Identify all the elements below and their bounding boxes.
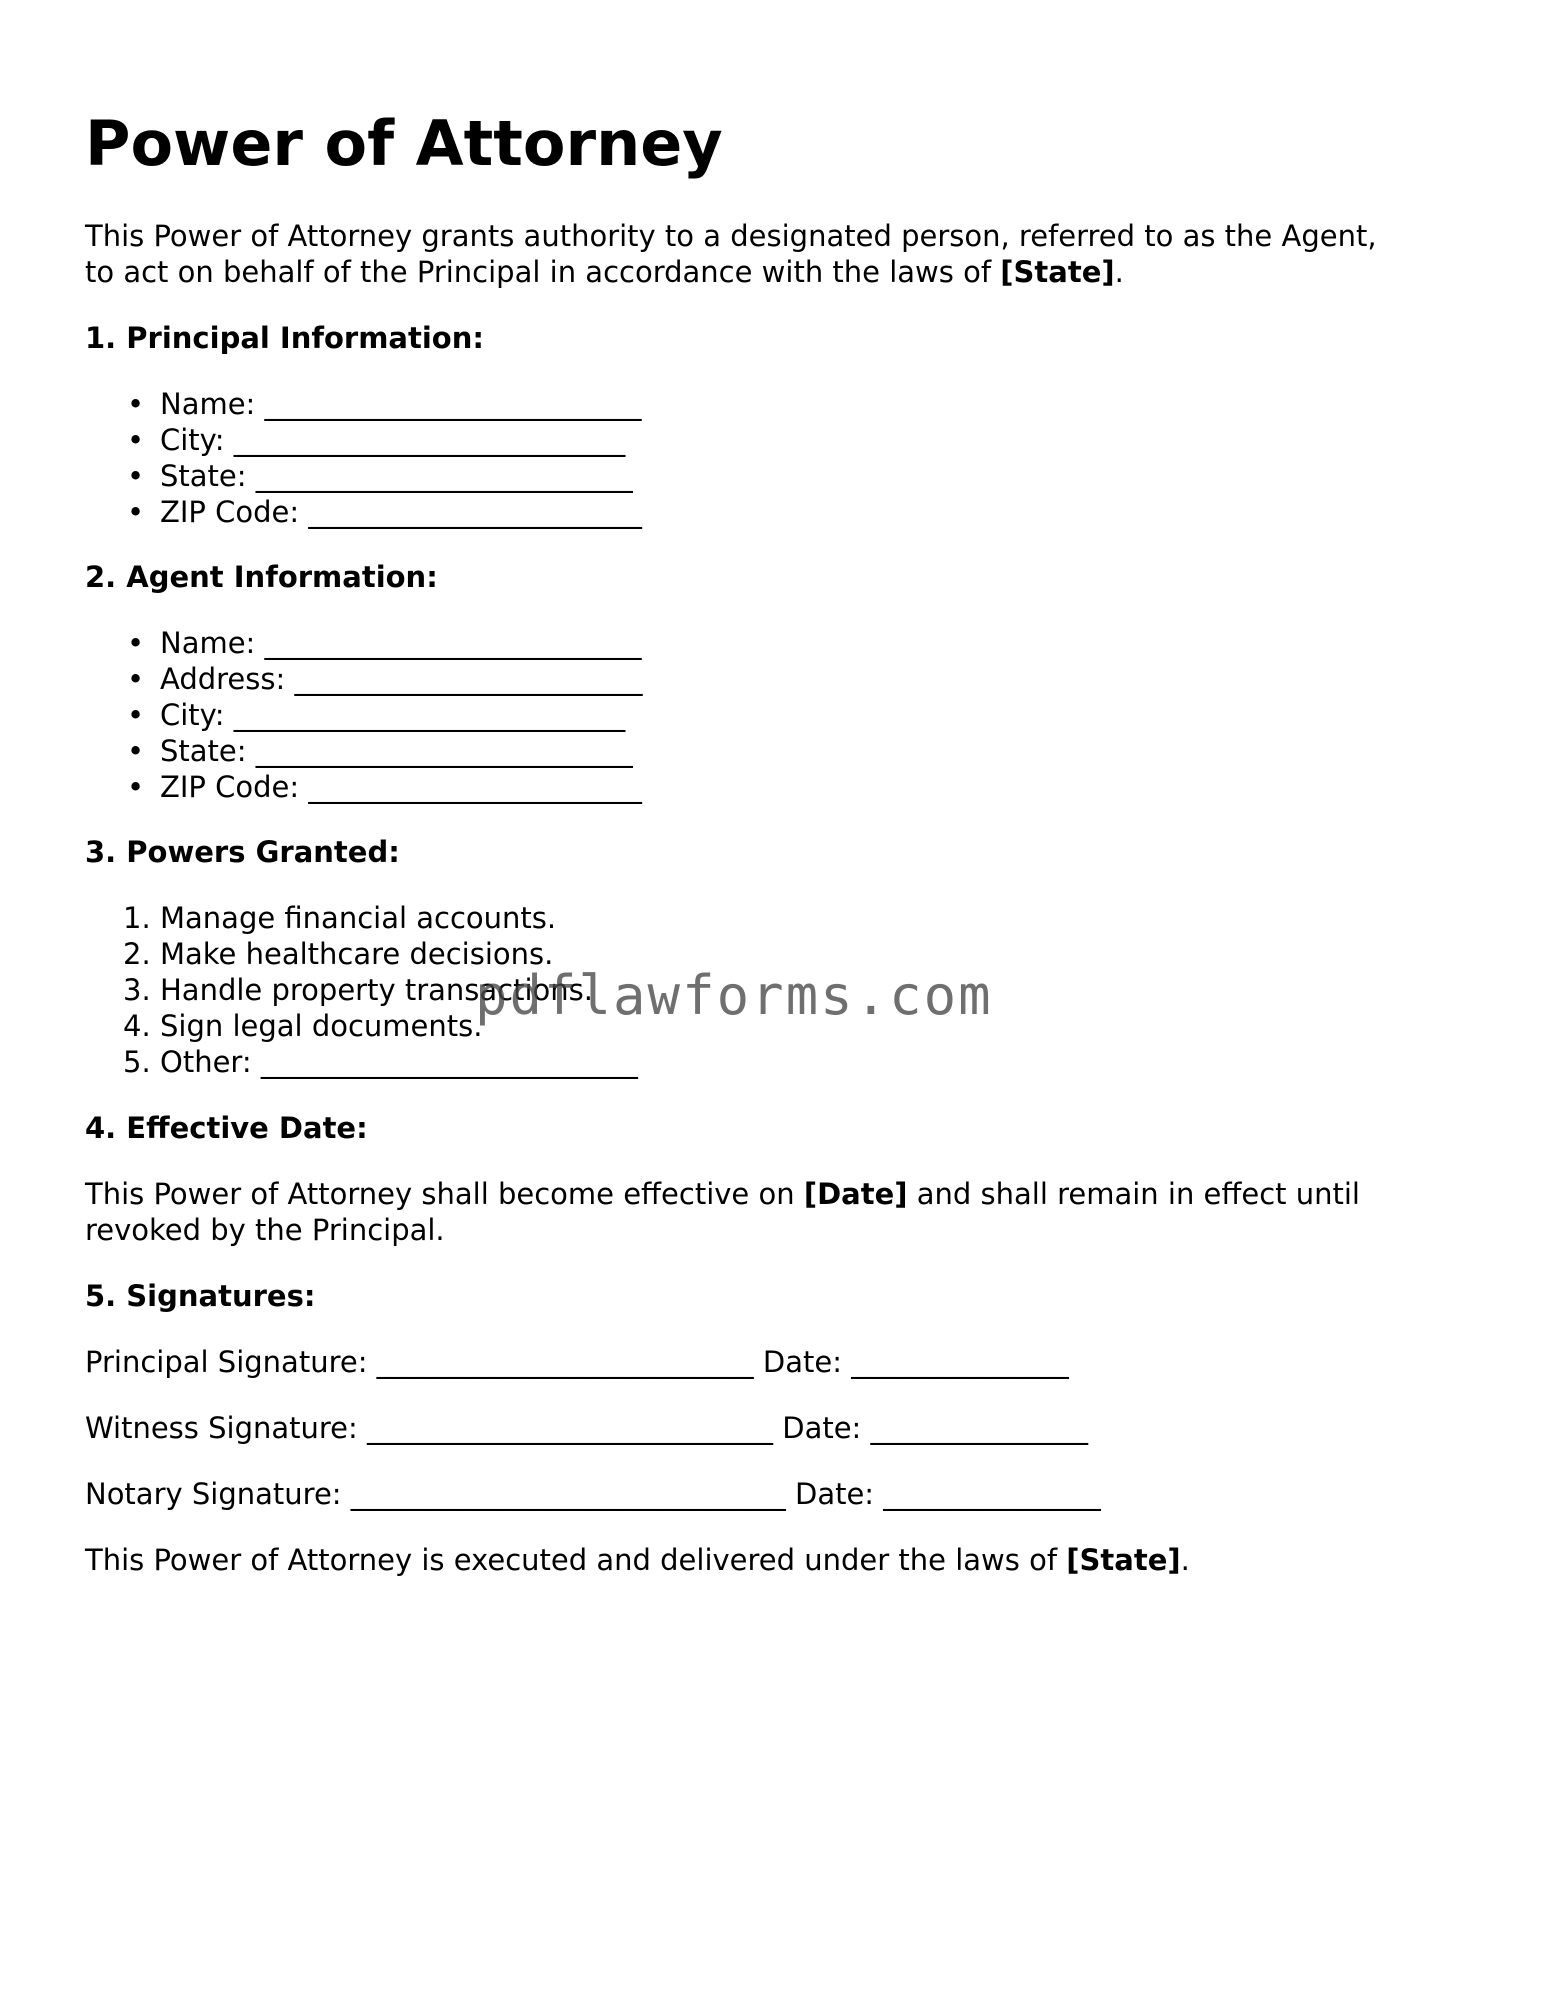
bullet-icon: • (127, 459, 145, 493)
witness-signature-line: Witness Signature: ____________________________ Date: _______________ (85, 1411, 1089, 1445)
bullet-icon: • (127, 662, 145, 696)
powers-heading: 3. Powers Granted: (85, 835, 400, 869)
signatures-heading: 5. Signatures: (85, 1279, 316, 1313)
list-item (85, 900, 638, 936)
intro-text-2: to act on behalf of the Principal in accordance with the laws of (85, 255, 1001, 289)
effective-line-2: revoked by the Principal. (85, 1213, 445, 1247)
item-number: 5. (123, 1045, 151, 1079)
intro-line-1 (85, 218, 1377, 254)
closing-state-placeholder: [State] (1066, 1543, 1181, 1577)
power-legal-docs: Sign legal documents. (160, 1009, 483, 1043)
power-other-field: Other: __________________________ (160, 1045, 638, 1079)
principal-heading: 1. Principal Information: (85, 321, 484, 355)
list-item (85, 494, 642, 530)
intro-text: This Power of Attorney grants authority to a designated person, referred to as the Agent, (85, 219, 1377, 253)
principal-city-field: City: ___________________________ (160, 423, 626, 457)
state-placeholder: [State] (1000, 255, 1115, 289)
list-item (85, 625, 642, 661)
closing-text: This Power of Attorney is executed and delivered under the laws of (85, 1543, 1067, 1577)
bullet-icon: • (127, 770, 145, 804)
bullet-icon: • (127, 387, 145, 421)
power-financial: Manage financial accounts. (160, 901, 557, 935)
agent-name-field: Name: __________________________ (160, 626, 642, 660)
principal-name-field: Name: __________________________ (160, 387, 642, 421)
closing-period: . (1180, 1543, 1190, 1577)
agent-zip-field: ZIP Code: _______________________ (160, 770, 642, 804)
bullet-icon: • (127, 734, 145, 768)
item-number: 1. (123, 901, 151, 935)
item-number: 3. (123, 973, 151, 1007)
bullet-icon: • (127, 698, 145, 732)
effective-text-after: and shall remain in effect until (907, 1177, 1360, 1211)
list-item (85, 1044, 638, 1080)
agent-city-field: City: ___________________________ (160, 698, 626, 732)
bullet-icon: • (127, 495, 145, 529)
effective-line-1 (85, 1176, 1360, 1212)
effective-heading: 4. Effective Date: (85, 1111, 368, 1145)
closing-line (85, 1542, 1190, 1578)
intro-period: . (1114, 255, 1124, 289)
page-title: Power of Attorney (85, 107, 723, 180)
agent-heading: 2. Agent Information: (85, 560, 438, 594)
agent-list (85, 625, 642, 805)
principal-zip-field: ZIP Code: _______________________ (160, 495, 642, 529)
list-item (85, 733, 642, 769)
list-item (85, 769, 642, 805)
list-item (85, 422, 642, 458)
date-placeholder: [Date] (803, 1177, 908, 1211)
principal-signature-line: Principal Signature: __________________________ Date: _______________ (85, 1345, 1069, 1379)
agent-address-field: Address: ________________________ (160, 662, 643, 696)
power-healthcare: Make healthcare decisions. (160, 937, 554, 971)
watermark-logo: pdflawforms.com (475, 964, 993, 1027)
item-number: 4. (123, 1009, 151, 1043)
principal-state-field: State: __________________________ (160, 459, 633, 493)
effective-text: This Power of Attorney shall become effective on (85, 1177, 804, 1211)
power-property: Handle property transactions. (160, 973, 593, 1007)
list-item (85, 386, 642, 422)
agent-state-field: State: __________________________ (160, 734, 633, 768)
list-item (85, 697, 642, 733)
intro-line-2 (85, 254, 1124, 290)
bullet-icon: • (127, 423, 145, 457)
bullet-icon: • (127, 626, 145, 660)
notary-signature-line: Notary Signature: ______________________________ Date: _______________ (85, 1477, 1101, 1511)
list-item (85, 458, 642, 494)
item-number: 2. (123, 937, 151, 971)
principal-list (85, 386, 642, 530)
list-item (85, 661, 642, 697)
